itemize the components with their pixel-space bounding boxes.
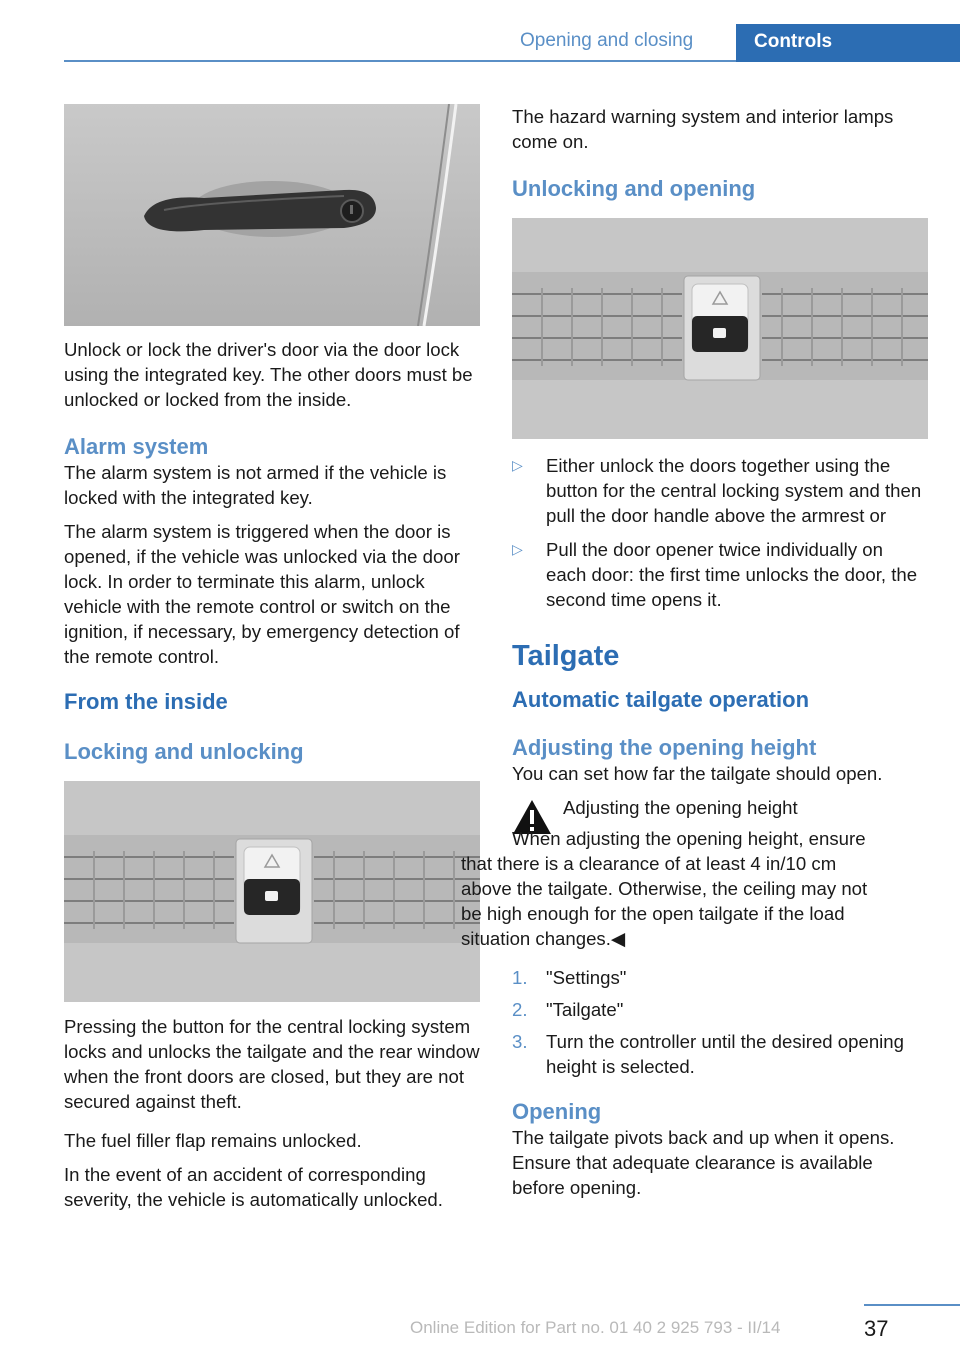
from-inside-heading: From the inside (64, 689, 228, 714)
warning-body: When adjusting the opening height, ensure that there is a clearance of at least 4 in/10 cm above the tailgate. Otherwise, the ceiling may not be high enough for the open tailgate if the load situation changes.◀ (461, 828, 868, 949)
tailgate-heading: Tailgate (512, 640, 620, 672)
edition-text: Online Edition for Part no. 01 40 2 925 793 - II/14 (410, 1318, 781, 1337)
hazard-paragraph: The hazard warning system and interior lamps come on. (512, 106, 894, 152)
adjusting-height-heading: Adjusting the opening height (512, 735, 817, 760)
step-number: 1. (512, 967, 528, 988)
list-item (512, 537, 928, 612)
header-section-tab[interactable]: Opening and closing (520, 30, 694, 51)
door-lock-paragraph: Unlock or lock the driver's door via the door lock using the integrated key. The other doors must be unlocked or locked from the inside. (64, 339, 473, 410)
list-item (512, 1029, 928, 1079)
right-column (461, 104, 928, 1209)
step-number: 3. (512, 1031, 528, 1052)
left-column (64, 104, 480, 1221)
bullet-marker: ▷ (512, 541, 523, 557)
bullet-text: Either unlock the doors together using the button for the central locking system and then pull the door handle above the armrest or (546, 455, 922, 526)
step-number: 2. (512, 999, 528, 1020)
central-locking-paragraph: Pressing the button for the central locking system locks and unlocks the tailgate and the rear window when the front doors are closed, but they are not secured against theft. (64, 1016, 480, 1112)
accident-paragraph: In the event of an accident of corresponding severity, the vehicle is automatically unlocked. (64, 1164, 443, 1210)
alarm-paragraph-2: The alarm system is triggered when the door is opened, if the vehicle was unlocked via the door lock. In order to terminate this alarm, unlock vehicle with the remote control or switch on the ignition, if necessary, by emergency detection of the remote control. (64, 521, 460, 667)
door-lock-image (64, 104, 480, 326)
warning-box (461, 795, 928, 951)
list-item (512, 965, 928, 990)
bullet-marker: ▷ (512, 457, 523, 473)
settings-steps-list (512, 965, 928, 1079)
unlock-options-list (512, 453, 928, 612)
alarm-paragraph-1: The alarm system is not armed if the vehicle is locked with the integrated key. (64, 462, 447, 508)
footer-rule (864, 1304, 960, 1306)
locking-unlocking-heading: Locking and unlocking (64, 739, 304, 764)
opening-heading: Opening (512, 1099, 602, 1124)
step-text: Turn the controller until the desired opening height is selected. (546, 1031, 904, 1077)
opening-paragraph: The tailgate pivots back and up when it opens. Ensure that adequate clearance is available before opening. (512, 1127, 895, 1198)
list-item (512, 453, 928, 528)
bullet-text: Pull the door opener twice individually on each door: the first time unlocks the door, the second time opens it. (546, 539, 918, 610)
central-locking-button-image (64, 781, 480, 1002)
page-number: 37 (864, 1316, 889, 1341)
header-chapter-tab[interactable]: Controls (736, 24, 960, 62)
fuel-flap-paragraph: The fuel filler flap remains unlocked. (64, 1130, 362, 1151)
warning-title: Adjusting the opening height (563, 797, 798, 818)
list-item (512, 997, 928, 1022)
adjusting-height-paragraph: You can set how far the tailgate should open. (512, 763, 883, 784)
unlocking-opening-heading: Unlocking and opening (512, 176, 756, 201)
step-text: "Settings" (546, 967, 627, 988)
alarm-system-heading: Alarm system (64, 434, 209, 459)
step-text: "Tailgate" (546, 999, 624, 1020)
automatic-tailgate-heading: Automatic tailgate operation (512, 687, 810, 712)
unlock-button-image (512, 218, 928, 439)
